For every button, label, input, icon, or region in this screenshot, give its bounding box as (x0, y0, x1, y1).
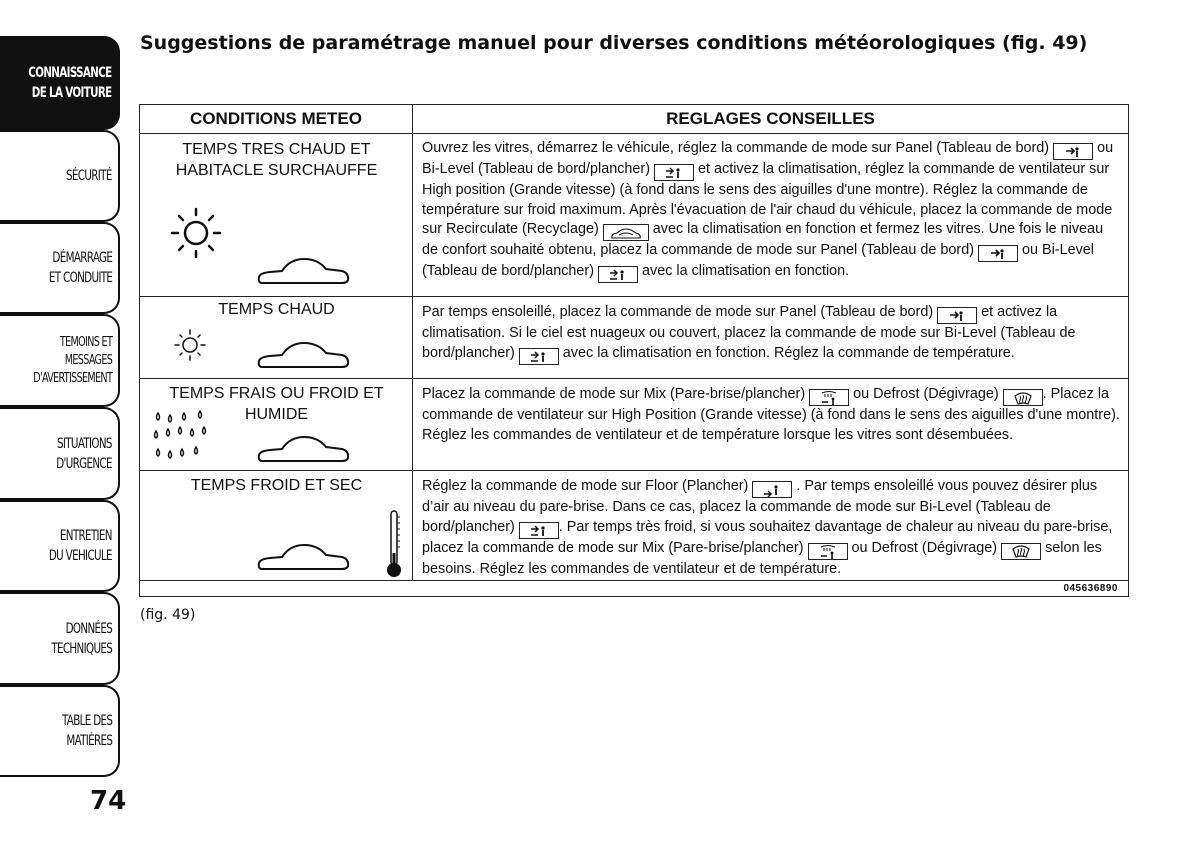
table-row (140, 133, 1128, 297)
header-settings: REGLAGES CONSEILLES (666, 109, 875, 128)
tab-label: DONNÉES TECHNIQUES (51, 620, 112, 657)
mix-mode-icon (809, 389, 849, 406)
figure-caption: (fig. 49) (140, 607, 196, 623)
advice-text: Placez la commande de mode sur Mix (Pare-brise/plancher) ou Defrost (Dégivrage) . Placez la commande de ventilateur sur High Position (Grande vitesse) (à fond dans le sens des aiguilles d'une montre). Réglez les commandes de ventilateur et de température lorsque les vitres sont désembuées. (422, 386, 1120, 443)
defrost-icon (1003, 389, 1043, 406)
weather-settings-table (139, 104, 1129, 597)
tab-donnees[interactable] (0, 592, 120, 685)
tab-label: DÉMARRAGE ET CONDUITE (48, 250, 112, 286)
thermometer-icon (384, 509, 404, 579)
mix-mode-icon (808, 543, 848, 560)
condition-cell (140, 133, 413, 296)
table-row (140, 471, 1128, 581)
rain-drops-icon (152, 409, 212, 465)
bilevel-vent-icon (654, 164, 694, 181)
car-icon (256, 337, 352, 377)
table-row (140, 297, 1128, 379)
bilevel-vent-icon (519, 522, 559, 539)
sun-icon (172, 327, 208, 363)
car-icon (256, 539, 352, 579)
advice-text: Ouvrez les vitres, démarrez le véhicule, réglez la commande de mode sur Panel (Tableau de bord) ou Bi-Level (Tableau de bord/plancher) et activez la climatisation, réglez la commande de ventilateur sur High position (Grande vitesse) (à fond dans le sens des aiguilles d'une montre). Réglez la commande de température sur froid maximum. Après l'évacuation de l'air chaud du véhicule, placez la commande de mode sur Recirculate (Recyclage) avec la climatisation en fonction et fermez les vitres. Une fois le niveau de confort souhaité obtenu, placez la commande de mode sur Panel (Tableau de bord) ou Bi-Level (Tableau de bord/plancher) avec la climatisation en fonction. (422, 139, 1120, 283)
bilevel-vent-icon (598, 266, 638, 283)
header-conditions: CONDITIONS METEO (140, 105, 413, 133)
tab-label: ENTRETIEN DU VEHICULE (48, 528, 112, 564)
tab-label: SÉCURITÉ (66, 168, 112, 184)
tab-label: SITUATIONS D'URGENCE (56, 435, 112, 472)
tab-label: TEMOINS ET MESSAGES D'AVERTISSEMENT (33, 334, 112, 386)
sun-icon (166, 203, 226, 263)
condition-cell (140, 471, 413, 580)
tab-demarrage[interactable] (0, 222, 120, 314)
condition-title: TEMPS FRAIS OU FROID ET HUMIDE (169, 385, 384, 423)
tab-label: TABLE DES MATIÈRES (61, 713, 112, 749)
figure-code: 045636890 (1063, 583, 1118, 594)
tab-entretien[interactable] (0, 500, 120, 592)
condition-cell (140, 379, 413, 470)
car-icon (256, 253, 352, 293)
tab-situations[interactable] (0, 407, 120, 500)
recirculation-icon (603, 224, 649, 241)
advice-text: Par temps ensoleillé, placez la commande de mode sur Panel (Tableau de bord) et activez la climatisation. Si le ciel est nuageux ou couvert, placez la commande de mode sur Bi-Level (Tableau de bord/plancher) avec la climatisation en fonction. Réglez la commande de température. (422, 303, 1120, 365)
section-heading: Suggestions de paramétrage manuel pour diverses conditions météorologiques (fig. 49) (140, 32, 1088, 54)
panel-vent-icon (978, 245, 1018, 262)
tab-securite[interactable] (0, 130, 120, 222)
tab-temoins[interactable] (0, 314, 120, 407)
floor-vent-icon (752, 481, 792, 498)
tab-connaissance[interactable] (0, 36, 120, 130)
advice-text: Réglez la commande de mode sur Floor (Plancher) . Par temps ensoleillé vous pouvez désirer plus d’air au niveau du pare-brise. Dans ce cas, placez la commande de mode sur Bi-Level (Tableau de bord/plancher) . Par temps très froid, si vous souhaitez davantage de chaleur au niveau du pare-brise, placez la commande de mode sur Mix (Pare-brise/plancher) ou Defrost (Dégivrage) selon les besoins. Réglez les commandes de ventilateur et de température. (422, 478, 1113, 577)
condition-title: TEMPS FROID ET SEC (190, 477, 363, 494)
table-row (140, 379, 1128, 471)
table-header (140, 105, 1128, 134)
tab-table-des-matieres[interactable] (0, 685, 120, 777)
panel-vent-icon (1053, 143, 1093, 160)
defrost-icon (1001, 543, 1041, 560)
tab-label: CONNAISSANCE DE LA VOITURE (28, 65, 112, 101)
condition-cell (140, 297, 413, 378)
bilevel-vent-icon (519, 348, 559, 365)
condition-title: TEMPS TRES CHAUD ET HABITACLE SURCHAUFFE (175, 141, 378, 179)
car-icon (256, 431, 352, 471)
condition-title: TEMPS CHAUD (218, 301, 335, 318)
page-number: 74 (90, 786, 127, 816)
panel-vent-icon (937, 307, 977, 324)
